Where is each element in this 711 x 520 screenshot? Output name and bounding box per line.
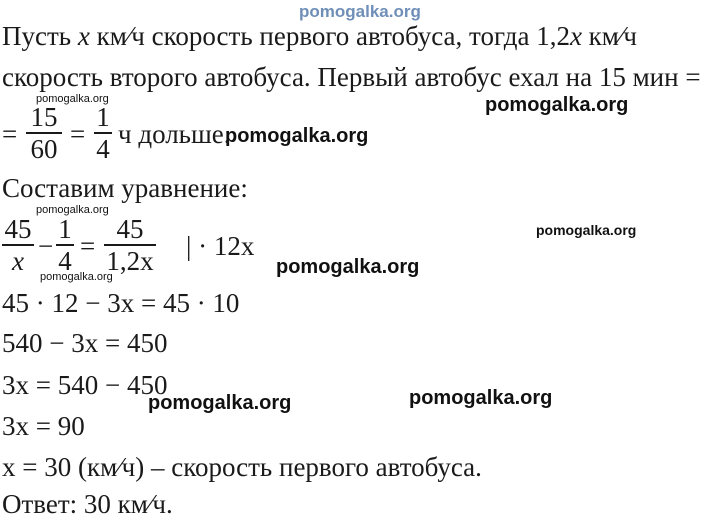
step-line: x = 30 (км⁄ч) – скорость первого автобуса. [2, 452, 482, 482]
equals-sign: = [2, 119, 18, 149]
fraction-15-60 [26, 102, 62, 164]
text-segment: ч дольше. [118, 119, 231, 149]
fraction-1-4 [56, 214, 74, 276]
numerator: 15 [30, 102, 58, 132]
step-line: 3x = 540 − 450 [2, 370, 168, 400]
watermark-small: pomogalka.org [36, 204, 109, 216]
watermark: pomogalka.org [276, 256, 420, 278]
watermark: pomogalka.org [225, 125, 369, 147]
denominator: 1,2x [106, 246, 154, 276]
watermark: pomogalka.org [485, 94, 629, 116]
multiplier-note: | · 12x [186, 231, 255, 261]
watermark-small: pomogalka.org [40, 271, 113, 283]
fraction-45-x [2, 214, 34, 276]
watermark-top: pomogalka.org [299, 2, 421, 21]
fraction-45-1.2x [104, 214, 156, 276]
numerator: 45 [4, 214, 32, 244]
text-line-2: скорость второго автобуса. Первый автобус ехал на 15 мин = [2, 62, 701, 92]
denominator: x [12, 246, 24, 276]
watermark-small: pomogalka.org [36, 93, 109, 105]
answer-line: Ответ: 30 км⁄ч. [2, 489, 173, 519]
numerator: 45 [116, 214, 144, 244]
variable-x: x [569, 21, 582, 51]
variable-x: x [77, 21, 90, 51]
step-line: 45 · 12 − 3x = 45 · 10 [2, 288, 240, 318]
text-line-4: Составим уравнение: [2, 173, 248, 203]
minus-sign: − [38, 231, 54, 261]
equals-sign: = [70, 119, 86, 149]
denominator: 4 [58, 246, 72, 276]
numerator: 1 [96, 102, 110, 132]
step-line: 3x = 90 [2, 411, 85, 441]
watermark: pomogalka.org [409, 387, 553, 409]
denominator: 60 [30, 134, 58, 164]
text-segment: км⁄ч скорость первого автобуса, тогда 1,2 [89, 21, 570, 51]
text-segment: Пусть [2, 21, 78, 51]
text-segment: км⁄ч [581, 21, 637, 51]
watermark: pomogalka.org [148, 392, 292, 414]
step-line: 540 − 3x = 450 [2, 328, 168, 358]
equals-sign: = [80, 231, 96, 261]
watermark: pomogalka.org [536, 222, 637, 238]
numerator: 1 [58, 214, 72, 244]
fraction-1-4 [94, 102, 112, 164]
denominator: 4 [96, 134, 110, 164]
text-line-1 [2, 20, 637, 52]
